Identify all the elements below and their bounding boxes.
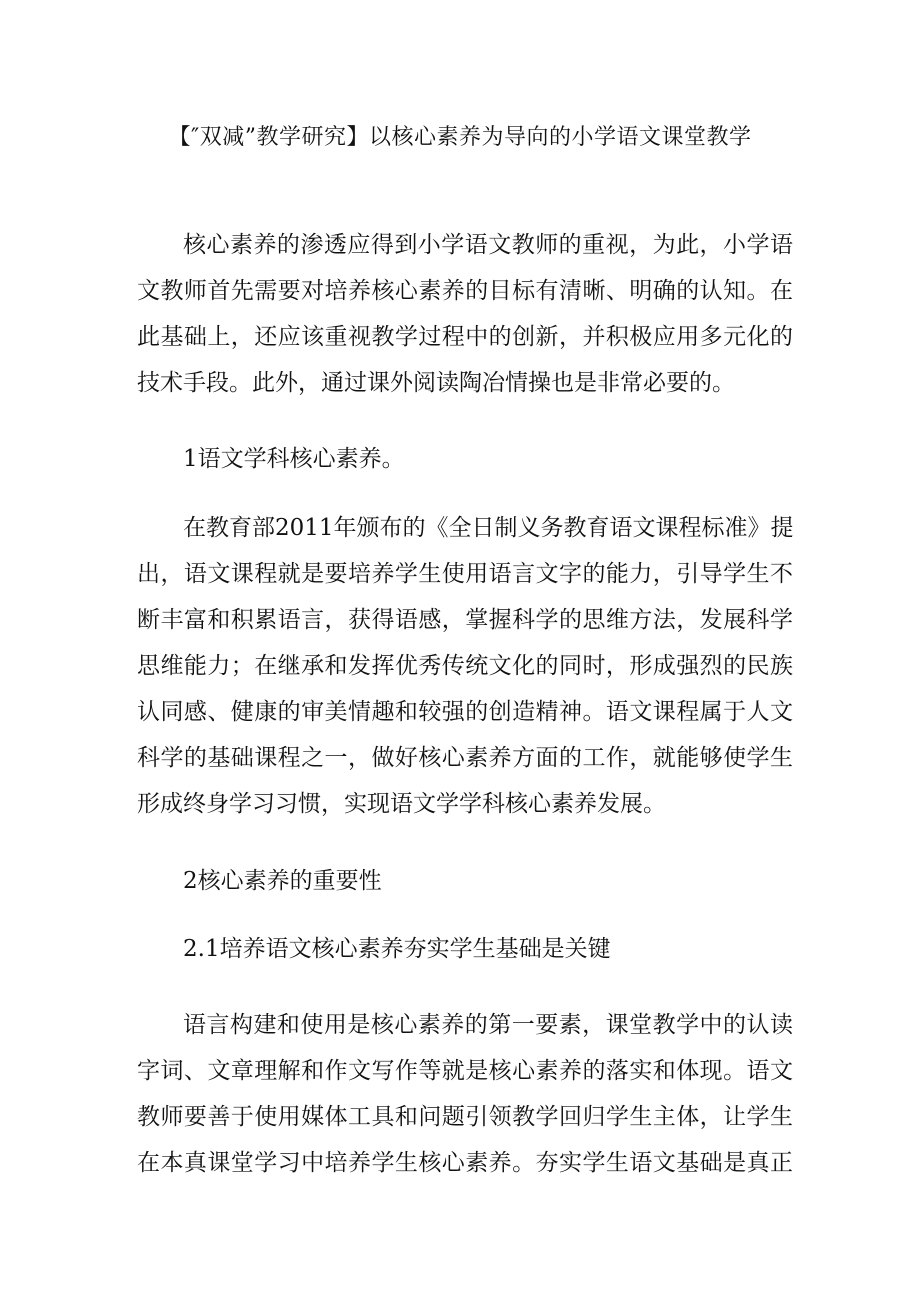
section-heading-1: 1语文学科核心素养。	[183, 446, 405, 472]
paragraph-3-line-1: 语言构建和使用是核心素养的第一要素，课堂教学中的认读	[183, 1012, 793, 1038]
subsection-heading-2-1: 2.1培养语文核心素养夯实学生基础是关键	[183, 936, 611, 962]
paragraph-1-line-3: 此基础上，还应该重视教学过程中的创新，并积极应用多元化的	[137, 324, 793, 350]
paragraph-2-line-5: 认同感、健康的审美情趣和较强的创造精神。语文课程属于人文	[137, 699, 793, 725]
paragraph-2-line-3: 断丰富和积累语言，获得语感，掌握科学的思维方法，发展科学	[137, 607, 793, 633]
paragraph-3	[137, 1002, 793, 1186]
paragraph-2-line-7: 形成终身学习习惯，实现语文学学科核心素养发展。	[137, 791, 666, 817]
document-title: 【″双减”教学研究】以核心素养为导向的小学语文课堂教学	[168, 125, 752, 150]
paragraph-2-line-1: 在教育部2011年颁布的《全日制义务教育语文课程标准》提	[183, 515, 794, 541]
paragraph-1-line-4: 技术手段。此外，通过课外阅读陶冶情操也是非常必要的。	[137, 370, 735, 396]
paragraph-1-line-2: 文教师首先需要对培养核心素养的目标有清晰、明确的认知。在	[137, 278, 793, 304]
paragraph-1-line-1: 核心素养的渗透应得到小学语文教师的重视，为此，小学语	[183, 232, 793, 258]
paragraph-3-line-2: 字词、文章理解和作文写作等就是核心素养的落实和体现。语文	[137, 1058, 793, 1084]
paragraph-3-line-3: 教师要善于使用媒体工具和问题引领教学回归学生主体，让学生	[137, 1104, 793, 1130]
section-heading-2: 2核心素养的重要性	[183, 868, 382, 894]
paragraph-1	[137, 222, 793, 406]
paragraph-2-line-2: 出，语文课程就是要培养学生使用语言文字的能力，引导学生不	[137, 561, 793, 587]
paragraph-2	[137, 505, 793, 827]
paragraph-3-line-4: 在本真课堂学习中培养学生核心素养。夯实学生语文基础是真正	[137, 1150, 793, 1176]
paragraph-2-line-4: 思维能力；在继承和发挥优秀传统文化的同时，形成强烈的民族	[137, 653, 793, 679]
paragraph-2-line-6: 科学的基础课程之一，做好核心素养方面的工作，就能够使学生	[137, 745, 793, 771]
